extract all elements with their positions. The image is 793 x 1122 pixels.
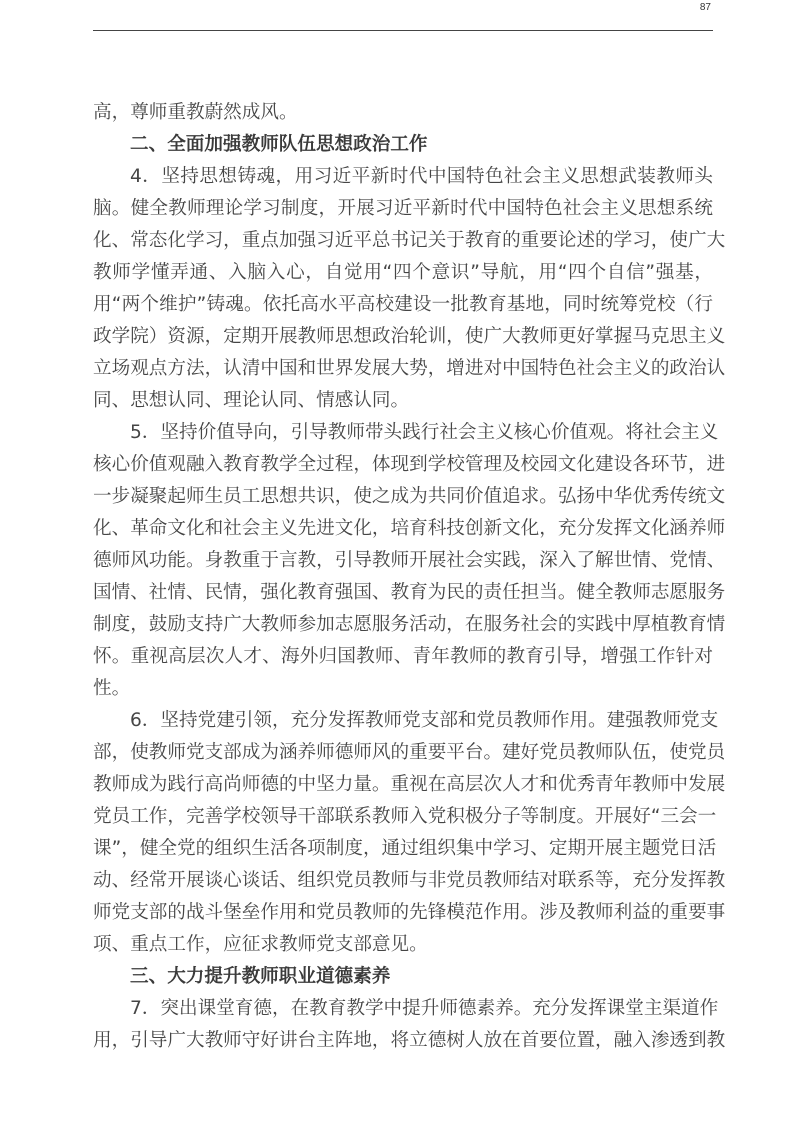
section-heading: [93, 961, 713, 993]
text-line: 制度，鼓励支持广大教师参加志愿服务活动，在服务社会的实践中厚植教育情: [93, 614, 726, 635]
text-line: 同、思想认同、理论认同、情感认同。: [93, 390, 410, 411]
text-line: 7．突出课堂育德，在教育教学中提升师德素养。充分发挥课堂主渠道作: [130, 998, 719, 1019]
paragraph: [93, 705, 726, 961]
section-heading: [93, 129, 713, 161]
text-line: 6．坚持党建引领，充分发挥教师党支部和党员教师作用。建强教师党支: [130, 710, 719, 731]
text-line: 用“两个维护”铸魂。依托高水平高校建设一批教育基地，同时统筹党校（行: [93, 294, 713, 315]
text-line: 教师学懂弄通、入脑入心，自觉用“四个意识”导航，用“四个自信”强基，: [93, 262, 713, 283]
text-line: 化、常态化学习，重点加强习近平总书记关于教育的重要论述的学习，使广大: [93, 230, 726, 251]
paragraph: [93, 417, 726, 705]
text-line: 政学院）资源，定期开展教师思想政治轮训，使广大教师更好掌握马克思主义: [93, 326, 726, 347]
heading-text: 二、全面加强教师队伍思想政治工作: [130, 134, 428, 155]
text-line: 高，尊师重教蔚然成风。: [93, 102, 298, 123]
text-line: 教师成为践行高尚师德的中坚力量。重视在高层次人才和优秀青年教师中发展: [93, 774, 726, 795]
text-line: 怀。重视高层次人才、海外归国教师、青年教师的教育引导，增强工作针对: [93, 646, 713, 667]
heading-text: 三、大力提升教师职业道德素养: [130, 966, 391, 987]
text-line: 5．坚持价值导向，引导教师带头践行社会主义核心价值观。将社会主义: [130, 422, 719, 443]
text-line: 项、重点工作，应征求教师党支部意见。: [93, 934, 428, 955]
text-line: 用，引导广大教师守好讲台主阵地，将立德树人放在首要位置，融入渗透到教: [93, 1030, 726, 1051]
page-number: 87: [699, 2, 711, 13]
paragraph: [93, 161, 726, 417]
text-line: 课”，健全党的组织生活各项制度，通过组织集中学习、定期开展主题党日活: [93, 838, 717, 859]
document-body: [93, 97, 726, 1057]
text-line: 德师风功能。身教重于言教，引导教师开展社会实践，深入了解世情、党情、: [93, 550, 726, 571]
text-line: 核心价值观融入教育教学全过程，体现到学校管理及校园文化建设各环节，进: [93, 454, 726, 475]
text-line: 师党支部的战斗堡垒作用和党员教师的先锋模范作用。涉及教师利益的重要事: [93, 902, 726, 923]
text-line: 动、经常开展谈心谈话、组织党员教师与非党员教师结对联系等，充分发挥教: [93, 870, 726, 891]
paragraph: [93, 993, 726, 1057]
text-line: 一步凝聚起师生员工思想共识，使之成为共同价值追求。弘扬中华优秀传统文: [93, 486, 726, 507]
text-line: 党员工作，完善学校领导干部联系教师入党积极分子等制度。开展好“三会一: [93, 806, 717, 827]
text-line: 脑。健全教师理论学习制度，开展习近平新时代中国特色社会主义思想系统: [93, 198, 713, 219]
text-line: 部，使教师党支部成为涵养师德师风的重要平台。建好党员教师队伍，使党员: [93, 742, 726, 763]
text-line: 国情、社情、民情，强化教育强国、教育为民的责任担当。健全教师志愿服务: [93, 582, 726, 603]
text-line: 立场观点方法，认清中国和世界发展大势，增进对中国特色社会主义的政治认: [93, 358, 726, 379]
text-line: 性。: [93, 678, 131, 699]
text-line: 4．坚持思想铸魂，用习近平新时代中国特色社会主义思想武装教师头: [130, 166, 713, 187]
header-rule: [93, 30, 713, 31]
text-line: 化、革命文化和社会主义先进文化，培育科技创新文化，充分发挥文化涵养师: [93, 518, 726, 539]
paragraph: [93, 97, 713, 129]
